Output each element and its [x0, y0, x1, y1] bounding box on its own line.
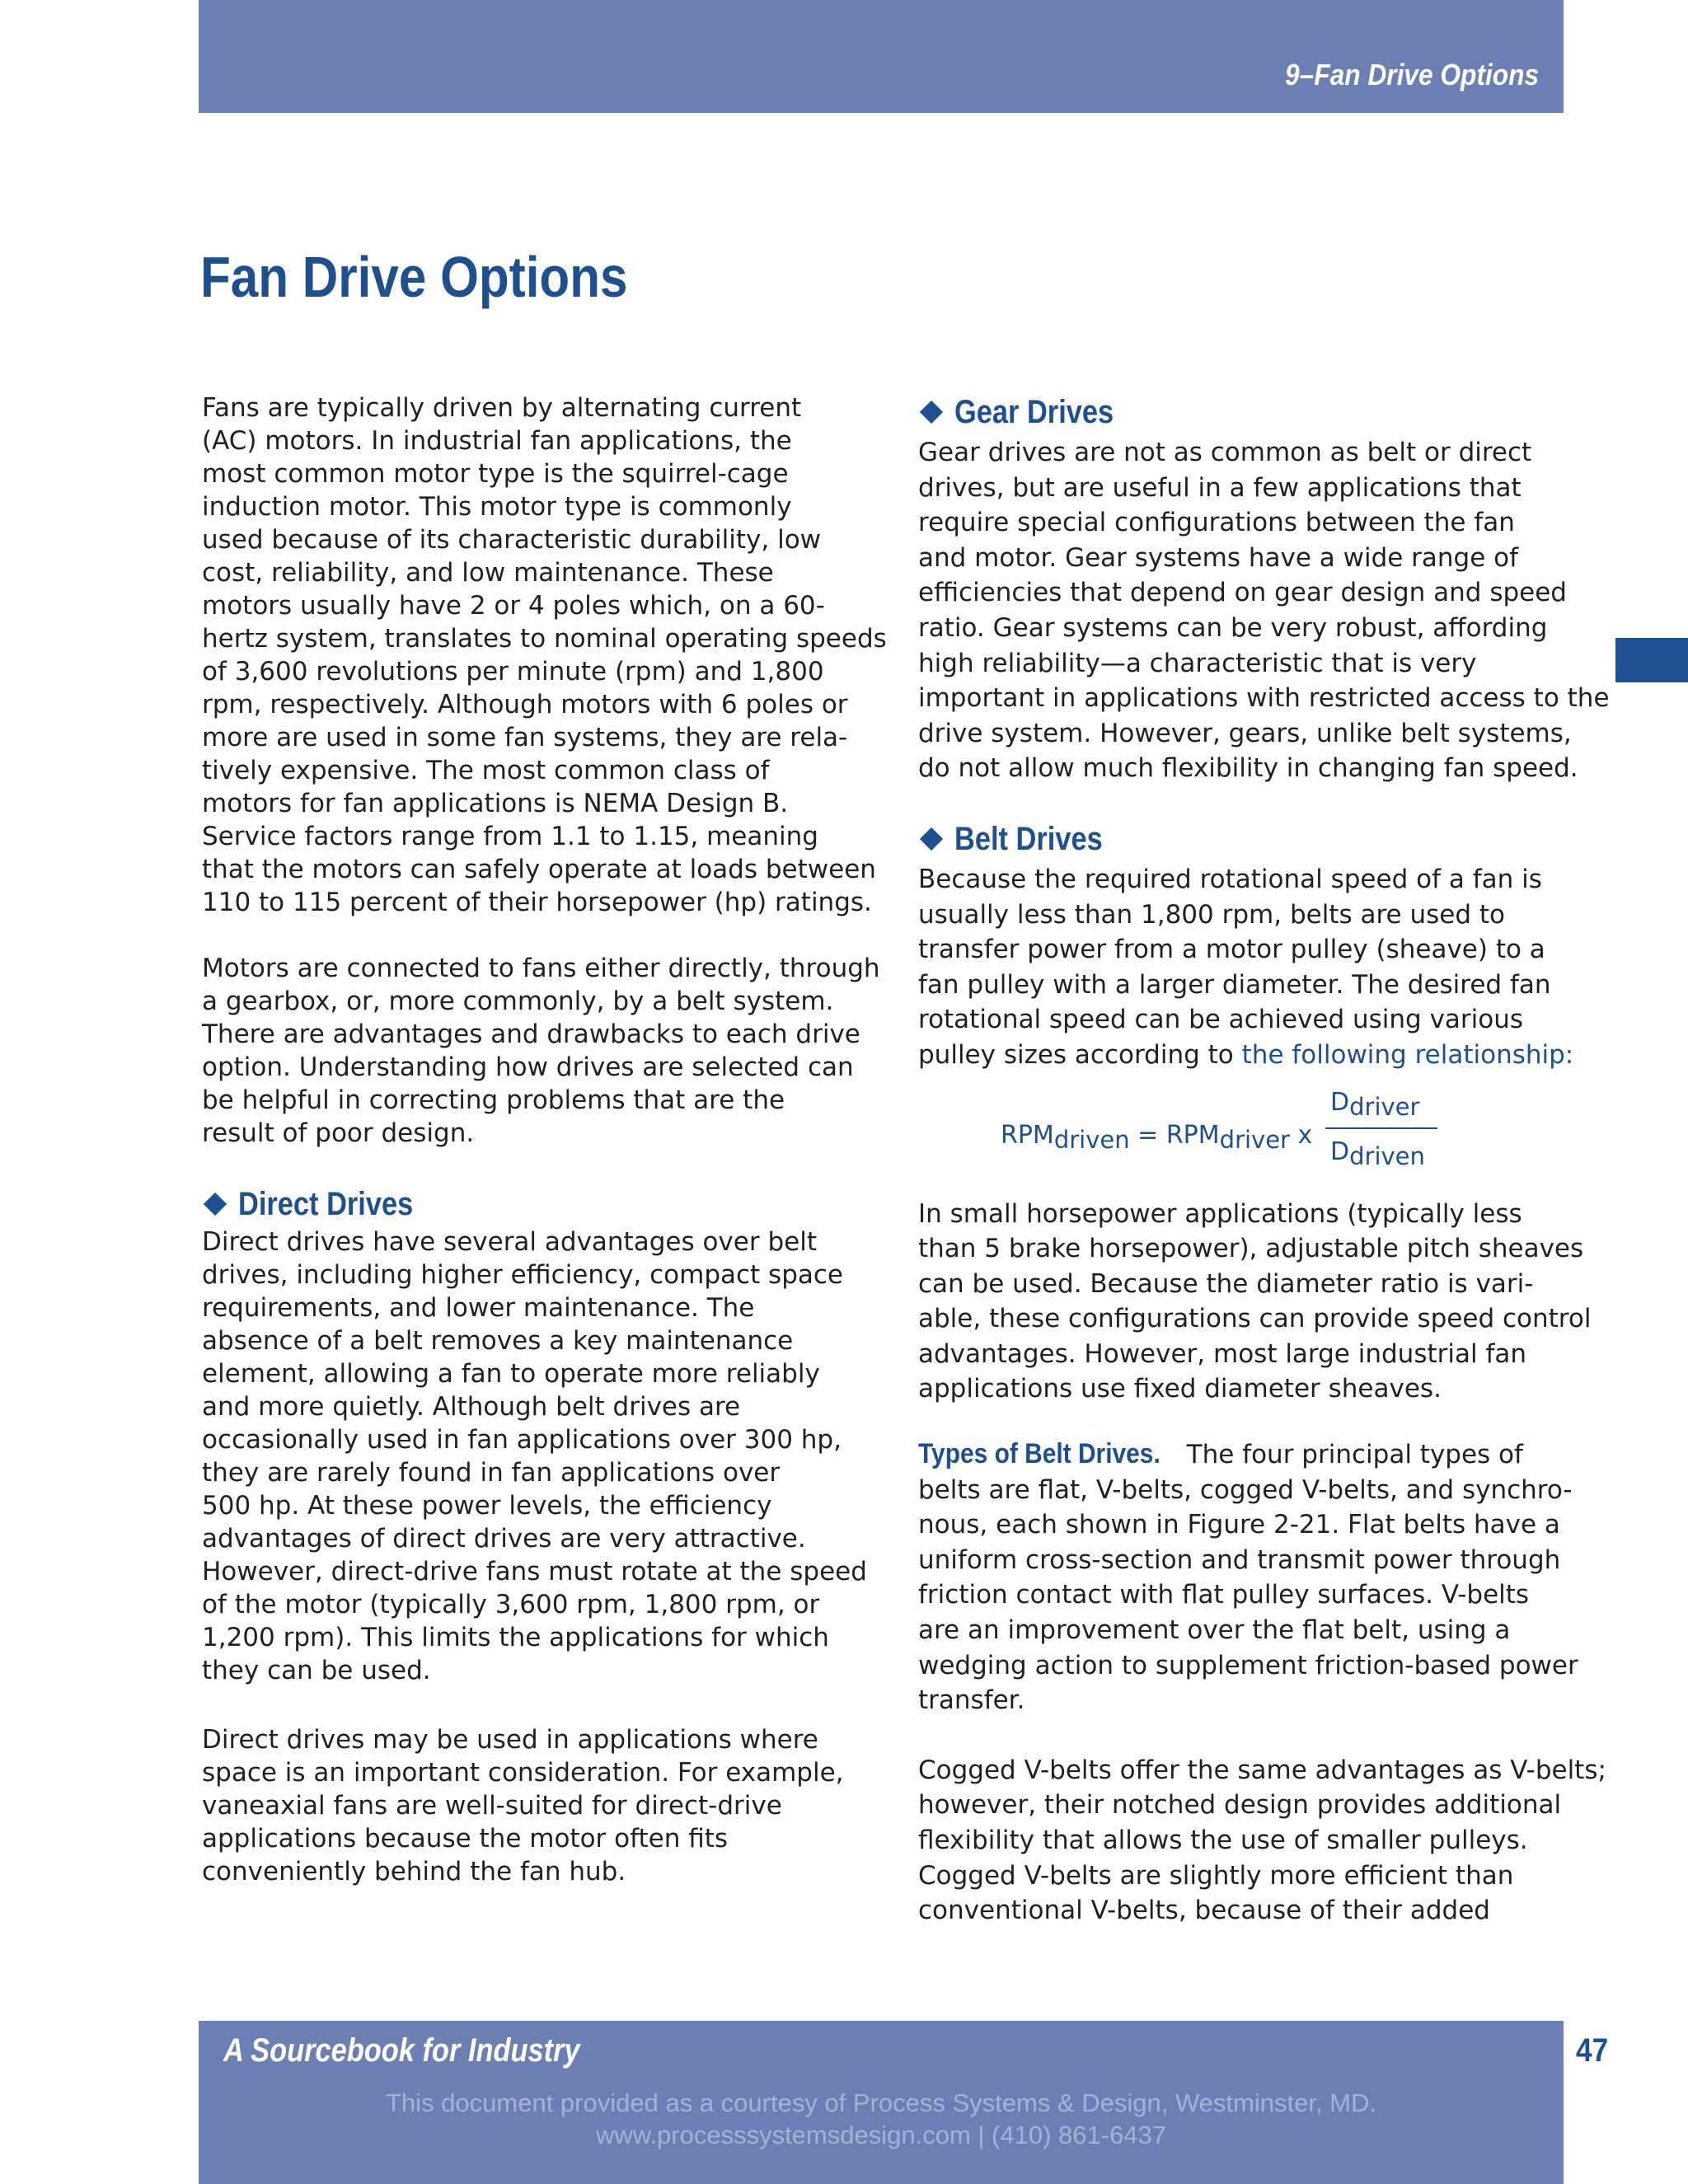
text-line: Gear drives are not as common as belt or direct [918, 438, 1532, 467]
text-line: important in applications with restricted access to the [918, 683, 1610, 714]
formula-text: D [1330, 1087, 1350, 1117]
text-line: rpm, respectively. Although motors with 6 poles or [202, 690, 848, 719]
text-line: Direct drives may be used in applications where [202, 1725, 818, 1755]
gear-drives-paragraph [918, 435, 1610, 786]
text-line: of 3,600 revolutions per minute (rpm) and 1,800 [202, 657, 824, 687]
diamond-bullet-icon [920, 827, 943, 851]
formula-numerator [1330, 1086, 1419, 1123]
running-head: 9–Fan Drive Options [1284, 58, 1539, 91]
page-title: Fan Drive Options [200, 245, 628, 309]
diamond-bullet-icon [204, 1193, 227, 1216]
relationship-link[interactable]: the following relationship: [1241, 1039, 1574, 1070]
text-run: pulley sizes according to [918, 1039, 1242, 1070]
direct-drives-paragraph-2 [202, 1723, 857, 1888]
text-line: can be used. Because the diameter ratio is vari- [918, 1268, 1534, 1299]
text-line: transfer. [918, 1685, 1025, 1716]
formula-lhs [1001, 1119, 1312, 1156]
text-line: than 5 brake horsepower), adjustable pitch sheaves [918, 1234, 1584, 1264]
formula-subscript: driven [1349, 1141, 1425, 1170]
text-line: option. Understanding how drives are selected can [202, 1052, 854, 1082]
text-line: 1,200 rpm). This limits the applications for which [202, 1623, 829, 1652]
text-line: There are advantages and drawbacks to each drive [202, 1019, 860, 1049]
formula-text: x [1289, 1120, 1313, 1150]
text-line: 500 hp. At these power levels, the efficiency [202, 1491, 772, 1521]
belt-drives-paragraph [918, 862, 1573, 1073]
text-line: able, these configurations can provide speed control [918, 1304, 1592, 1334]
text-line: space is an important consideration. For example, [202, 1758, 844, 1788]
formula-text: D [1330, 1137, 1350, 1166]
text-line: transfer power from a motor pulley (sheave) to a [918, 935, 1545, 965]
diamond-bullet-icon [920, 401, 943, 424]
rpm-formula [918, 1086, 1573, 1179]
fraction-bar [1325, 1127, 1437, 1129]
text-line: In small horsepower applications (typically less [918, 1198, 1522, 1229]
formula-subscript: driver [1349, 1092, 1420, 1121]
text-run: The four principal types of [1178, 1440, 1523, 1470]
sheaves-paragraph [918, 1197, 1592, 1408]
text-line: vaneaxial fans are well-suited for direct-drive [202, 1791, 782, 1821]
text-line: advantages. However, most large industrial fan [918, 1338, 1527, 1369]
text-line: usually less than 1,800 rpm, belts are used to [918, 899, 1505, 930]
text-line: result of poor design. [202, 1118, 475, 1148]
text-line: and more quietly. Although belt drives are [202, 1392, 741, 1422]
formula-text: RPM [1001, 1120, 1054, 1150]
right-column [918, 392, 1610, 1929]
text-line: flexibility that allows the use of smaller pulleys. [918, 1825, 1528, 1855]
text-line: that the motors can safely operate at loads between [202, 855, 876, 884]
intro-paragraph [202, 391, 887, 919]
text-line: more are used in some fan systems, they are rela- [202, 723, 848, 752]
page-number: 47 [1576, 2032, 1609, 2069]
cogged-paragraph [918, 1753, 1606, 1929]
formula-subscript: driver [1219, 1125, 1290, 1154]
text-line [918, 1038, 1573, 1073]
text-line: and motor. Gear systems have a wide range of [918, 542, 1519, 573]
text-line: requirements, and lower maintenance. The [202, 1293, 755, 1323]
text-line: tively expensive. The most common class of [202, 756, 770, 785]
text-line: cost, reliability, and low maintenance. These [202, 558, 774, 588]
chapter-tab-marker [1615, 638, 1688, 682]
text-line: most common motor type is the squirrel-cage [202, 459, 789, 489]
text-line: Cogged V-belts offer the same advantages as V-belts; [918, 1755, 1606, 1785]
text-line: ratio. Gear systems can be very robust, affording [918, 612, 1548, 643]
text-line: Cogged V-belts are slightly more efficient than [918, 1860, 1514, 1891]
text-line: 110 to 115 percent of their horsepower (hp) ratings. [202, 888, 872, 917]
text-line: wedging action to supplement friction-based power [918, 1650, 1578, 1680]
text-line: applications use fixed diameter sheaves. [918, 1374, 1442, 1404]
text-line: rotational speed can be achieved using various [918, 1005, 1524, 1035]
heading-text: Belt Drives [954, 820, 1103, 857]
direct-drives-heading [202, 1184, 857, 1224]
text-line: Service factors range from 1.1 to 1.15, meaning [202, 822, 818, 851]
text-line: element, allowing a fan to operate more reliably [202, 1359, 820, 1389]
text-line: motors for fan applications is NEMA Design B. [202, 789, 789, 818]
left-column [202, 391, 887, 1888]
header-band [199, 0, 1564, 113]
text-line: they can be used. [202, 1656, 431, 1685]
text-line: be helpful in correcting problems that are the [202, 1085, 785, 1115]
connection-paragraph [202, 952, 880, 1150]
text-line: However, direct-drive fans must rotate at the speed [202, 1557, 867, 1586]
types-of-belt-drives-heading: Types of Belt Drives. [918, 1438, 1160, 1470]
text-line: applications because the motor often fits [202, 1824, 729, 1854]
belt-drives-heading [918, 819, 1573, 859]
text-line: drives, including higher efficiency, compact space [202, 1260, 843, 1290]
text-line: Fans are typically driven by alternating current [202, 393, 802, 423]
text-line: (AC) motors. In industrial fan applications, the [202, 426, 792, 456]
courtesy-contact: www.processsystemsdesign.com | (410) 861-6437 [595, 2121, 1167, 2149]
text-line: efficiencies that depend on gear design and speed [918, 578, 1567, 608]
text-line: occasionally used in fan applications over 300 hp, [202, 1425, 842, 1455]
text-line: uniform cross-section and transmit power through [918, 1544, 1561, 1575]
text-line: of the motor (typically 3,600 rpm, 1,800 rpm, or [202, 1590, 820, 1619]
text-line: are an improvement over the flat belt, using a [918, 1615, 1511, 1646]
text-line: however, their notched design provides additional [918, 1790, 1562, 1821]
text-line: nous, each shown in Figure 2-21. Flat belts have a [918, 1510, 1560, 1540]
text-line: motors usually have 2 or 4 poles which, on a 60- [202, 591, 825, 621]
text-line: they are rarely found in fan applications over [202, 1458, 781, 1488]
text-line: Direct drives have several advantages over belt [202, 1227, 817, 1257]
text-line: absence of a belt removes a key maintenance [202, 1326, 794, 1356]
text-line: belts are flat, V-belts, cogged V-belts, and synchro- [918, 1474, 1573, 1505]
text-line: a gearbox, or, more commonly, by a belt system. [202, 987, 834, 1016]
footer-title: A Sourcebook for Industry [223, 2032, 580, 2069]
text-line: drives, but are useful in a few applications that [918, 472, 1522, 503]
formula-text: RPM [1165, 1120, 1220, 1150]
text-line: conventional V-belts, because of their added [918, 1896, 1490, 1926]
text-line: advantages of direct drives are very attractive. [202, 1524, 806, 1554]
formula-subscript: driven [1053, 1125, 1130, 1154]
gear-drives-heading [918, 392, 1573, 432]
text-line: do not allow much flexibility in changing fan speed. [918, 753, 1578, 784]
courtesy-note: This document provided as a courtesy of Process Systems & Design, Westminster, MD. [386, 2088, 1376, 2117]
text-line: fan pulley with a larger diameter. The desired fan [918, 969, 1551, 1000]
text-line: require special configurations between the fan [918, 508, 1515, 538]
text-line: used because of its characteristic durability, low [202, 525, 822, 555]
direct-drives-paragraph [202, 1226, 867, 1687]
heading-text: Direct Drives [238, 1186, 414, 1222]
text-line: Motors are connected to fans either directly, through [202, 954, 880, 983]
heading-text: Gear Drives [954, 394, 1114, 430]
text-line: drive system. However, gears, unlike belt systems, [918, 718, 1572, 748]
types-paragraph [918, 1436, 1578, 1718]
text-line: hertz system, translates to nominal operating speeds [202, 624, 887, 654]
text-line: friction contact with flat pulley surfaces. V-belts [918, 1580, 1530, 1610]
formula-text: = [1129, 1120, 1166, 1150]
text-line: Because the required rotational speed of a fan is [918, 864, 1542, 894]
formula-denominator [1330, 1136, 1425, 1173]
footer-band [199, 2021, 1564, 2184]
text-line: induction motor. This motor type is commonly [202, 492, 792, 522]
text-line [918, 1436, 1573, 1473]
text-line: conveniently behind the fan hub. [202, 1857, 626, 1886]
text-line: high reliability—a characteristic that is very [918, 648, 1477, 678]
